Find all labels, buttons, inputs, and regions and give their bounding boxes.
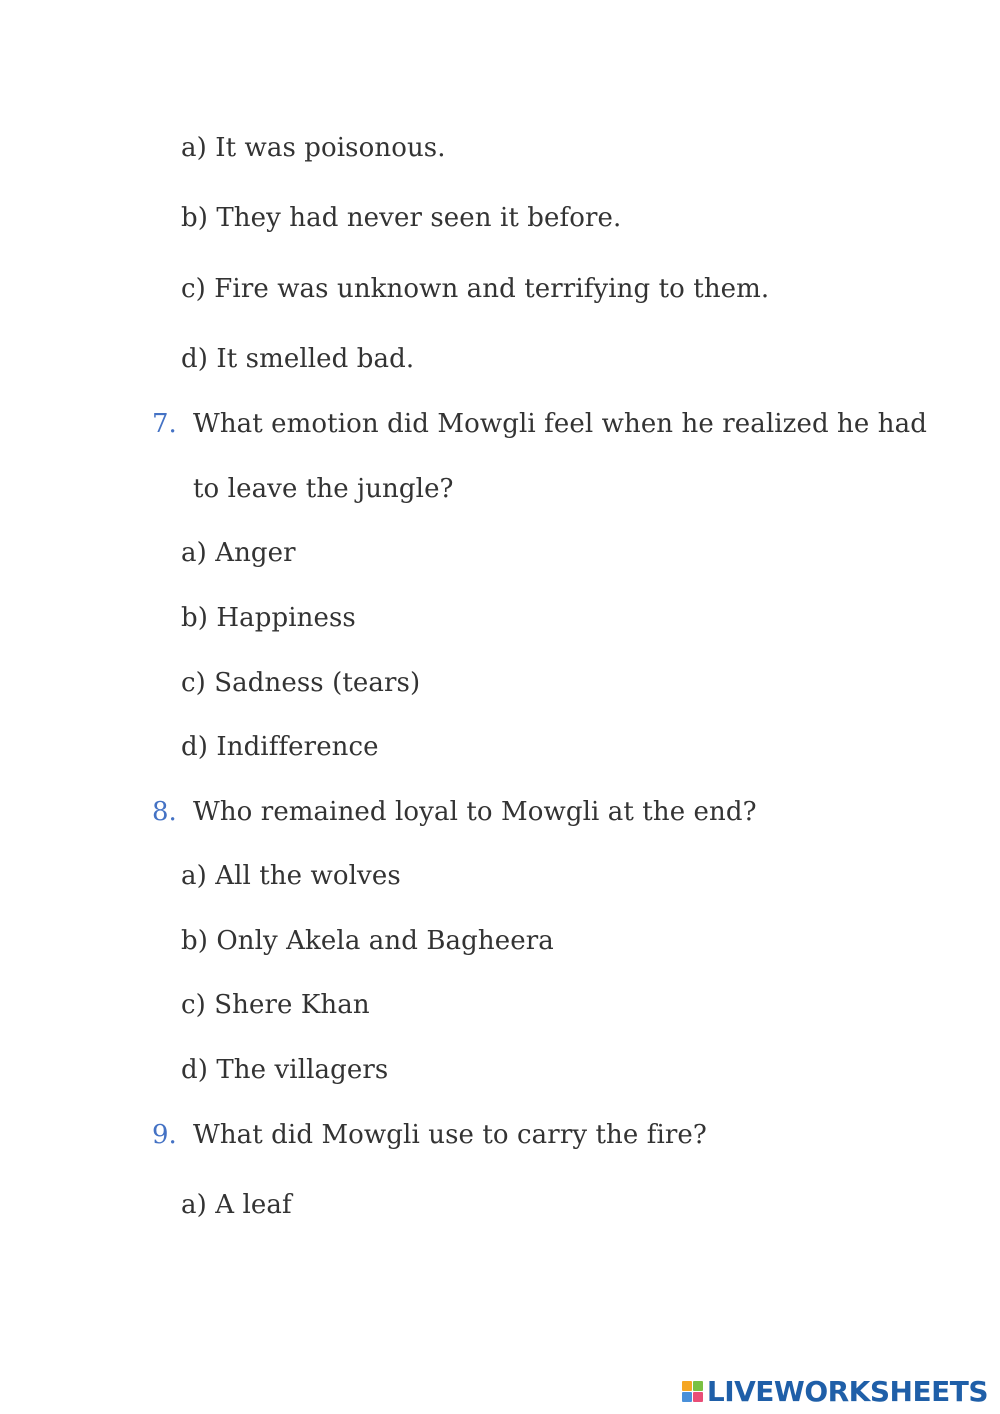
- q8-option-d: d) The villagers: [181, 1055, 389, 1085]
- q6-option-d: d) It smelled bad.: [181, 344, 415, 374]
- q9-option-a: a) A leaf: [181, 1190, 292, 1220]
- liveworksheets-brand: [682, 1374, 988, 1408]
- logo-square-1: [682, 1381, 692, 1391]
- q7-option-a: a) Anger: [181, 538, 296, 568]
- question-7-text-line2: to leave the jungle?: [193, 474, 454, 504]
- brand-name: LIVEWORKSHEETS: [706, 1374, 988, 1408]
- question-9-number: 9.: [152, 1120, 177, 1150]
- q7-option-c: c) Sadness (tears): [181, 668, 421, 698]
- question-7-text-line1: What emotion did Mowgli feel when he realized he had: [193, 409, 927, 439]
- question-7-number: 7.: [152, 409, 177, 439]
- question-9-text: What did Mowgli use to carry the fire?: [193, 1120, 707, 1150]
- q7-option-d: d) Indifference: [181, 732, 379, 762]
- q8-option-b: b) Only Akela and Bagheera: [181, 926, 554, 956]
- q8-option-c: c) Shere Khan: [181, 990, 370, 1020]
- q6-option-b: b) They had never seen it before.: [181, 203, 622, 233]
- question-8-number: 8.: [152, 797, 177, 827]
- logo-square-4: [693, 1392, 703, 1402]
- q6-option-c: c) Fire was unknown and terrifying to them.: [181, 274, 770, 304]
- q7-option-b: b) Happiness: [181, 603, 356, 633]
- liveworksheets-logo-icon: [682, 1381, 703, 1402]
- question-8-text: Who remained loyal to Mowgli at the end?: [193, 797, 757, 827]
- q6-option-a: a) It was poisonous.: [181, 133, 446, 163]
- logo-square-2: [693, 1381, 703, 1391]
- q8-option-a: a) All the wolves: [181, 861, 401, 891]
- logo-square-3: [682, 1392, 692, 1402]
